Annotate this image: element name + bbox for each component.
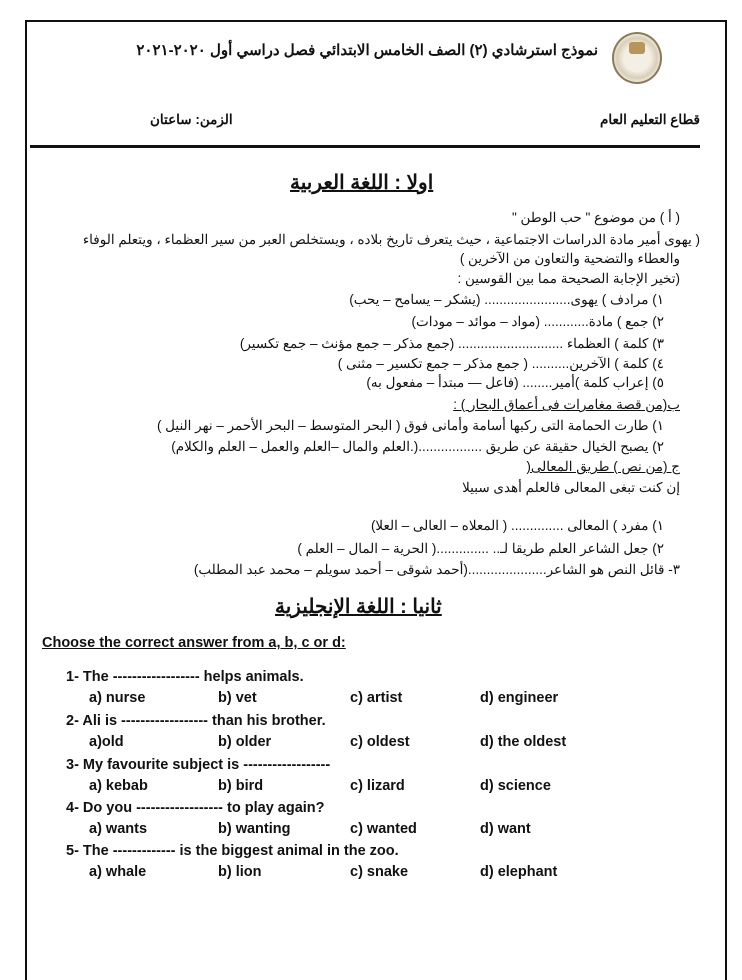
arabic-line: ٢) جعل الشاعر العلم طريقا لـ.. ..............( الحرية – المال – العلم ) <box>297 541 664 556</box>
arabic-line: ١) مرادف ) يهوى....................... (يشكر – يسامح – يحب) <box>349 292 664 307</box>
answer-option: b) vet <box>218 690 257 706</box>
arabic-line: ( يهوى أمير مادة الدراسات الاجتماعية ، حيث يتعرف تاريخ بلاده ، ويستخلص العبر من سير العظماء ، ويتعلم الوفاء <box>82 232 700 247</box>
answer-option: b) wanting <box>218 821 291 837</box>
ministry-logo <box>612 32 662 84</box>
question-text: 4- Do you ------------------ to play again? <box>66 800 325 816</box>
arabic-line: ٤) كلمة ) الآخرين.......... ( جمع مذكر – جمع تكسير – مثنى ) <box>337 356 664 371</box>
answer-option: d) science <box>480 778 551 794</box>
arabic-section-heading: اولا : اللغة العربية <box>290 172 434 194</box>
question-text: 1- The ------------------ helps animals. <box>66 669 304 685</box>
answer-option: a) nurse <box>89 690 146 706</box>
arabic-line: ٣) كلمة ) العظماء ............................ (جمع مذكر – جمع مؤنث – جمع تكسير) <box>239 336 664 351</box>
answer-option: a)old <box>89 734 124 750</box>
answer-option: b) bird <box>218 778 264 794</box>
arabic-line: ١) مفرد ) المعالى .............. ( المعلاه – العالى – العلا) <box>370 518 664 533</box>
answer-option: d) the oldest <box>480 734 567 750</box>
arabic-line: ب(من قصة مغامرات فى أعماق البحار ) : <box>453 397 680 412</box>
header-divider <box>30 145 700 148</box>
answer-option: b) older <box>218 734 272 750</box>
answer-option: d) engineer <box>480 690 559 706</box>
sector-label: قطاع التعليم العام <box>599 112 700 127</box>
answer-option: a) wants <box>89 821 148 837</box>
answer-option: d) want <box>480 821 531 837</box>
arabic-line: ٥) إعراب كلمة )أمير........ (فاعل — مبتدأ – مفعول به) <box>366 375 664 390</box>
arabic-line: ٢) يصبح الخيال حقيقة عن طريق .................(.العلم والمال –العلم والعمل – العلم والكلام) <box>171 439 664 454</box>
arabic-line: ج (من نص ) طريق المعالى( <box>526 459 680 474</box>
english-instruction: Choose the correct answer from a, b, c or d: <box>42 635 346 651</box>
answer-option: a) kebab <box>89 778 148 794</box>
english-section-heading: ثانيا : اللغة الإنجليزية <box>275 596 442 618</box>
arabic-line: ١) طارت الحمامة التى ركبها أسامة وأمانى فوق ( البحر المتوسط – البحر الأحمر – نهر النيل ) <box>156 418 664 433</box>
answer-option: a) whale <box>89 864 147 880</box>
arabic-line: والعطاء والتضحية والتعاون من الآخرين ) <box>459 251 680 266</box>
answer-option: c) artist <box>350 690 403 706</box>
answer-option: b) lion <box>218 864 262 880</box>
arabic-line: ٢) جمع ) مادة............ (مواد – موائد – مودات) <box>411 314 664 329</box>
question-text: 2- Ali is ------------------ than his brother. <box>66 713 326 729</box>
question-text: 3- My favourite subject is ------------------ <box>66 757 331 773</box>
answer-option: c) snake <box>350 864 409 880</box>
answer-option: c) lizard <box>350 778 405 794</box>
arabic-line: إن كنت تبغى المعالى فالعلم أهدى سبيلا <box>462 480 680 495</box>
arabic-line: ٣- قائل النص هو الشاعر.....................(أحمد شوقى – أحمد سويلم – محمد عبد المطلب) <box>193 562 680 577</box>
answer-option: d) elephant <box>480 864 558 880</box>
arabic-line: (تخير الإجابة الصحيحة مما بين القوسين : <box>457 271 680 286</box>
question-text: 5- The ------------- is the biggest animal in the zoo. <box>66 843 399 859</box>
answer-option: c) wanted <box>350 821 417 837</box>
answer-option: c) oldest <box>350 734 410 750</box>
time-label: الزمن: ساعتان <box>150 112 233 127</box>
exam-title: نموذج استرشادي (٢) الصف الخامس الابتدائي فصل دراسي أول ٢٠٢٠-٢٠٢١ <box>136 42 598 59</box>
arabic-line: ( أ ) من موضوع " حب الوطن " <box>512 210 680 225</box>
